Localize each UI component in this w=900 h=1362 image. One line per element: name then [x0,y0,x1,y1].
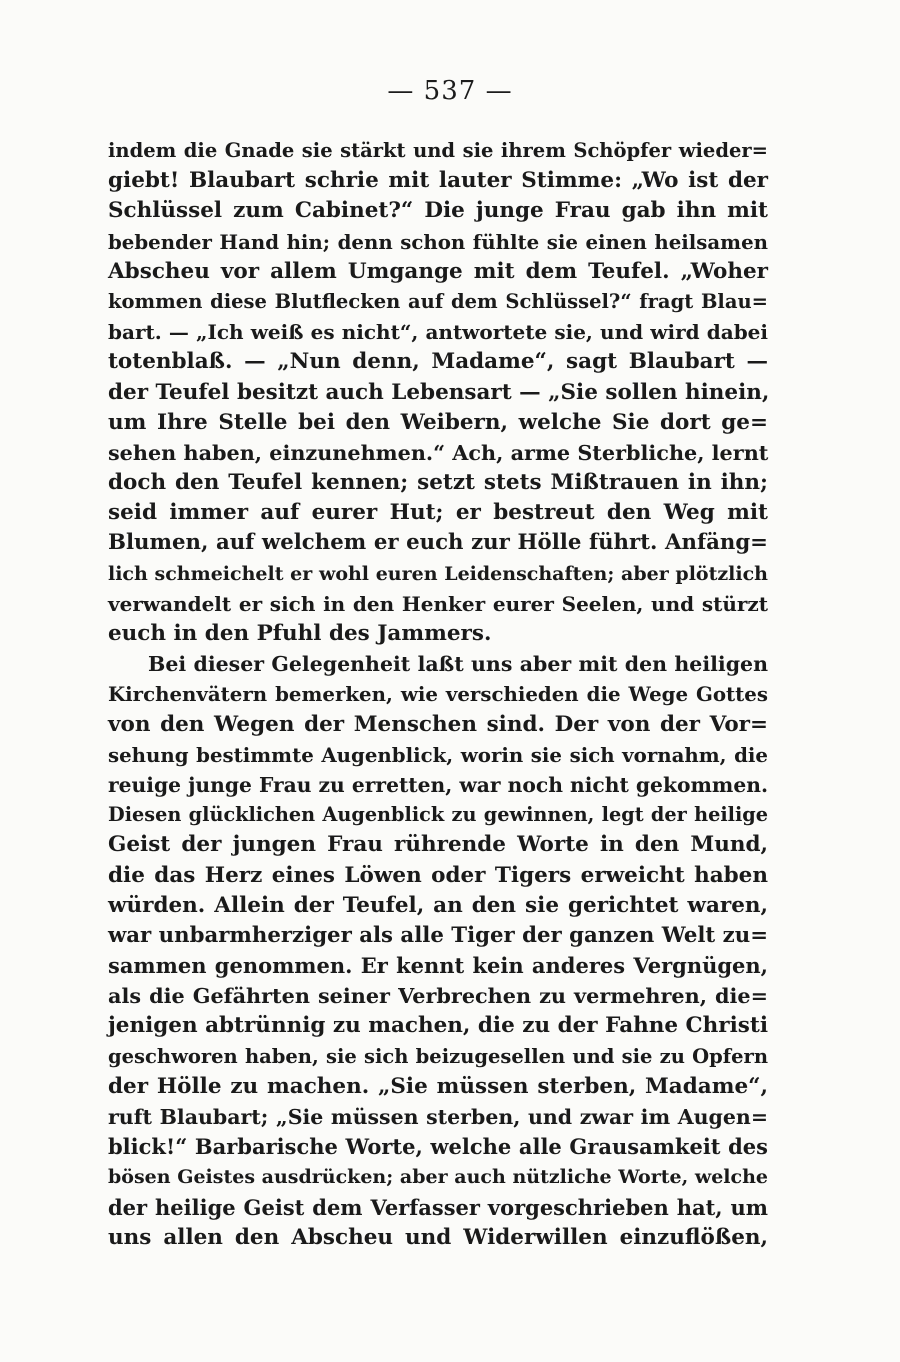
text-line: bösen Geistes ausdrücken; aber auch nützliche Worte, welche [108,1166,768,1189]
text-line: um Ihre Stelle bei den Weibern, welche Sie dort ge= [108,409,768,435]
text-line: sehung bestimmte Augenblick, worin sie sich vornahm, die [108,742,768,767]
text-line: der heilige Geist dem Verfasser vorgeschrieben hat, um [108,1194,768,1220]
text-line: bebender Hand hin; denn schon fühlte sie einen heilsamen [108,229,768,254]
text-line: lich schmeichelt er wohl euren Leidenschaften; aber plötzlich [108,562,768,585]
text-line: blick!“ Barbarische Worte, welche alle Grausamkeit des [108,1134,768,1160]
text-line: doch den Teufel kennen; setzt stets Mißtrauen in ihn; [108,470,768,496]
page-number: — 537 — [387,76,513,106]
text-line: Geist der jungen Frau rührende Worte in den Mund, [108,832,768,858]
paragraph-2 [108,649,768,1253]
text-line: giebt! Blaubart schrie mit lauter Stimme: „Wo ist der [108,168,768,194]
text-line: würden. Allein der Teufel, an den sie gerichtet waren, [108,892,768,918]
text-line: Kirchenvätern bemerken, wie verschieden die Wege Gottes [108,682,768,707]
text-line: von den Wegen der Menschen sind. Der von der Vor= [108,711,768,737]
paragraph-1 [108,136,768,649]
text-line: geschworen haben, sie sich beizugesellen und sie zu Opfern [108,1044,768,1068]
text-line: reuige junge Frau zu erretten, war noch nicht gekommen. [108,772,768,797]
text-line: Abscheu vor allem Umgange mit dem Teufel. „Woher [108,258,768,284]
text-line: totenblaß. — „Nun denn, Madame“, sagt Blaubart — [108,349,768,375]
text-line: Bei dieser Gelegenheit laßt uns aber mit den heiligen [148,652,768,677]
text-line: indem die Gnade sie stärkt und sie ihrem Schöpfer wieder= [108,139,768,162]
text-line: bart. — „Ich weiß es nicht“, antwortete sie, und wird dabei [108,320,768,345]
text-line: verwandelt er sich in den Henker eurer Seelen, und stürzt [108,591,768,616]
text-line: uns allen den Abscheu und Widerwillen einzuflößen, [108,1224,768,1250]
text-line: als die Gefährten seiner Verbrechen zu vermehren, die= [108,984,768,1009]
text-line: sehen haben, einzunehmen.“ Ach, arme Sterbliche, lernt [108,440,769,465]
body-text [108,136,768,1253]
text-line: sammen genommen. Er kennt kein anderes Vergnügen, [108,953,768,979]
text-line: ruft Blaubart; „Sie müssen sterben, und zwar im Augen= [108,1105,768,1129]
text-line: seid immer auf eurer Hut; er bestreut den Weg mit [108,500,768,526]
text-line: die das Herz eines Löwen oder Tigers erweicht haben [108,862,768,888]
text-line: Blumen, auf welchem er euch zur Hölle führt. Anfäng= [108,530,768,556]
text-line: kommen diese Blutflecken auf dem Schlüssel?“ fragt Blau= [108,289,768,313]
text-line: der Hölle zu machen. „Sie müssen sterben, Madame“, [108,1073,768,1099]
text-line: euch in den Pfuhl des Jammers. [108,621,492,646]
text-line: der Teufel besitzt auch Lebensart — „Sie sollen hinein, [108,379,770,405]
text-line: jenigen abtrünnig zu machen, die zu der Fahne Christi [108,1013,769,1039]
text-line: Schlüssel zum Cabinet?“ Die junge Frau gab ihn mit [108,198,768,224]
text-line: war unbarmherziger als alle Tiger der ganzen Welt zu= [108,922,768,948]
text-line: Diesen glücklichen Augenblick zu gewinnen, legt der heilige [108,803,768,827]
